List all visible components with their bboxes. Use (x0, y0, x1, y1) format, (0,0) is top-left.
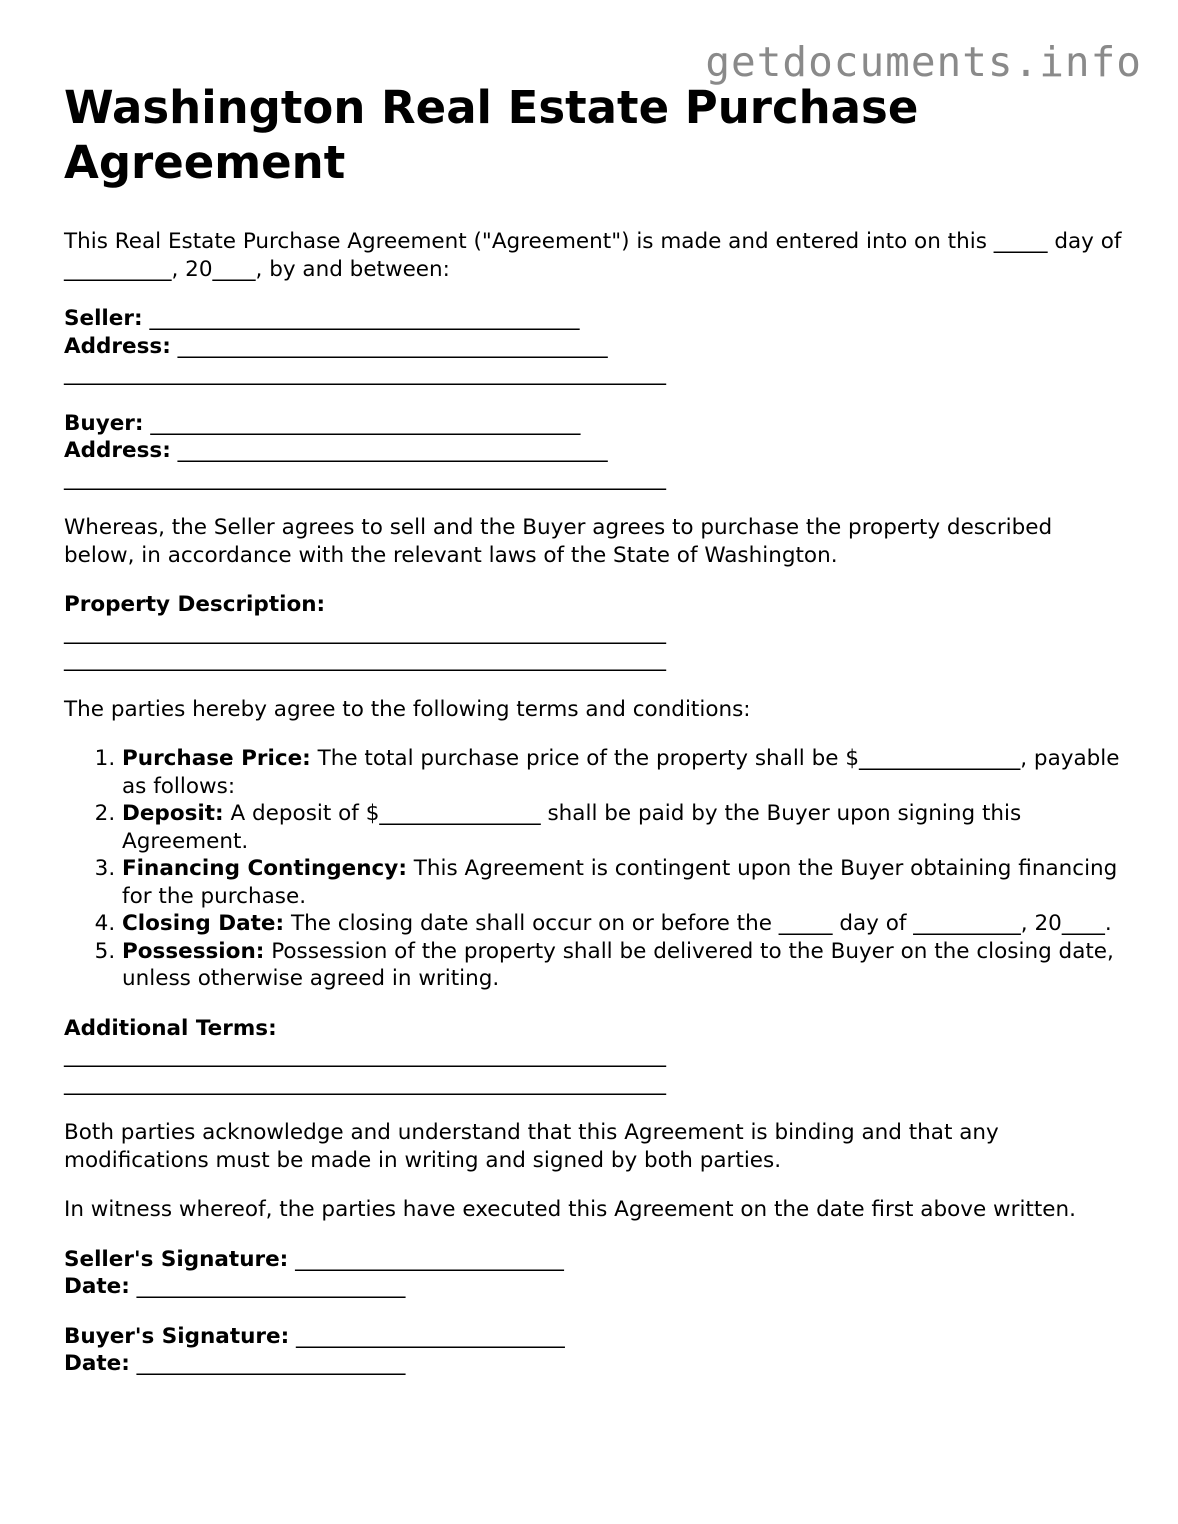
terms-intro: The parties hereby agree to the following terms and conditions: (64, 696, 751, 722)
seller-address-line2: ________________________________________________________ (64, 361, 666, 386)
property-line-1: ________________________________________________________ (64, 619, 666, 645)
additional-terms-line-1: ________________________________________________________ (64, 1043, 666, 1068)
buyer-date-blank: _________________________ (136, 1351, 406, 1376)
buyer-name-blank: ________________________________________ (150, 410, 581, 436)
whereas-paragraph: Whereas, the Seller agrees to sell and the Buyer agrees to purchase the property described below, in accordance with the relevant laws of the State of Washington. (64, 515, 1053, 568)
additional-terms-label: Additional Terms: (64, 1015, 277, 1041)
buyer-address-blank: ________________________________________ (177, 438, 608, 463)
seller-date-line (64, 1273, 1124, 1301)
buyer-address-line (64, 437, 1124, 465)
buyer-signature-line (64, 1323, 1124, 1351)
additional-terms-block (64, 1015, 1124, 1098)
buyer-date-line (64, 1350, 1124, 1378)
buyer-label: Buyer: (64, 410, 144, 436)
seller-address-label: Address: (64, 333, 171, 359)
term-item (122, 855, 1124, 910)
watermark: getdocuments.info (705, 38, 1142, 86)
intro-paragraph: This Real Estate Purchase Agreement ("Agreement") is made and entered into on this _____ day of __________, 20____, by and between: (64, 229, 1122, 282)
terms-list (64, 745, 1124, 993)
property-label: Property Description: (64, 592, 326, 617)
property-line-2: ________________________________________________________ (64, 647, 666, 672)
term-label: Possession: (122, 938, 265, 964)
term-text: The total purchase price of the property shall be $_______________, payable as follows: (122, 746, 1120, 799)
witness-paragraph: In witness whereof, the parties have executed this Agreement on the date first above written. (64, 1197, 1076, 1222)
term-label: Purchase Price: (122, 746, 311, 771)
term-item (122, 938, 1124, 993)
term-item (122, 745, 1124, 800)
document-title: Washington Real Estate Purchase Agreement (64, 81, 919, 189)
term-label: Financing Contingency: (122, 856, 407, 881)
buyer-signature-blank: _________________________ (296, 1323, 565, 1349)
seller-address-line (64, 333, 1124, 361)
seller-line (64, 305, 1124, 333)
buyer-address-label: Address: (64, 438, 171, 463)
term-text: A deposit of $_______________ shall be paid by the Buyer upon signing this Agreement. (122, 801, 1022, 854)
document-page (64, 80, 1124, 1400)
term-item (122, 800, 1124, 855)
property-block (64, 591, 1124, 674)
seller-signature-block (64, 1246, 1124, 1301)
buyer-line (64, 410, 1124, 438)
seller-signature-label: Seller's Signature: (64, 1246, 289, 1272)
seller-date-label: Date: (64, 1274, 130, 1299)
seller-signature-blank: _________________________ (295, 1246, 564, 1272)
term-text: Possession of the property shall be delivered to the Buyer on the closing date, unless otherwise agreed in writing. (122, 938, 1114, 991)
term-label: Closing Date: (122, 911, 285, 936)
additional-terms-line-2: ________________________________________________________ (64, 1070, 666, 1096)
term-text: The closing date shall occur on or before the _____ day of __________, 20____. (290, 911, 1112, 936)
term-text: This Agreement is contingent upon the Buyer obtaining financing for the purchase. (122, 856, 1118, 909)
buyer-date-label: Date: (64, 1351, 130, 1376)
seller-block (64, 305, 1124, 388)
seller-date-blank: _________________________ (136, 1274, 406, 1299)
buyer-signature-block (64, 1323, 1124, 1378)
buyer-block (64, 410, 1124, 493)
seller-label: Seller: (64, 306, 143, 331)
acknowledge-paragraph: Both parties acknowledge and understand that this Agreement is binding and that any modifications must be made in writing and signed by both parties. (64, 1120, 999, 1173)
buyer-address-line2: ________________________________________________________ (64, 465, 666, 491)
term-label: Deposit: (122, 801, 224, 826)
seller-name-blank: ________________________________________ (149, 306, 580, 331)
buyer-signature-label: Buyer's Signature: (64, 1323, 290, 1349)
seller-signature-line (64, 1246, 1124, 1274)
term-item (122, 910, 1124, 938)
seller-address-blank: ________________________________________ (177, 333, 608, 359)
